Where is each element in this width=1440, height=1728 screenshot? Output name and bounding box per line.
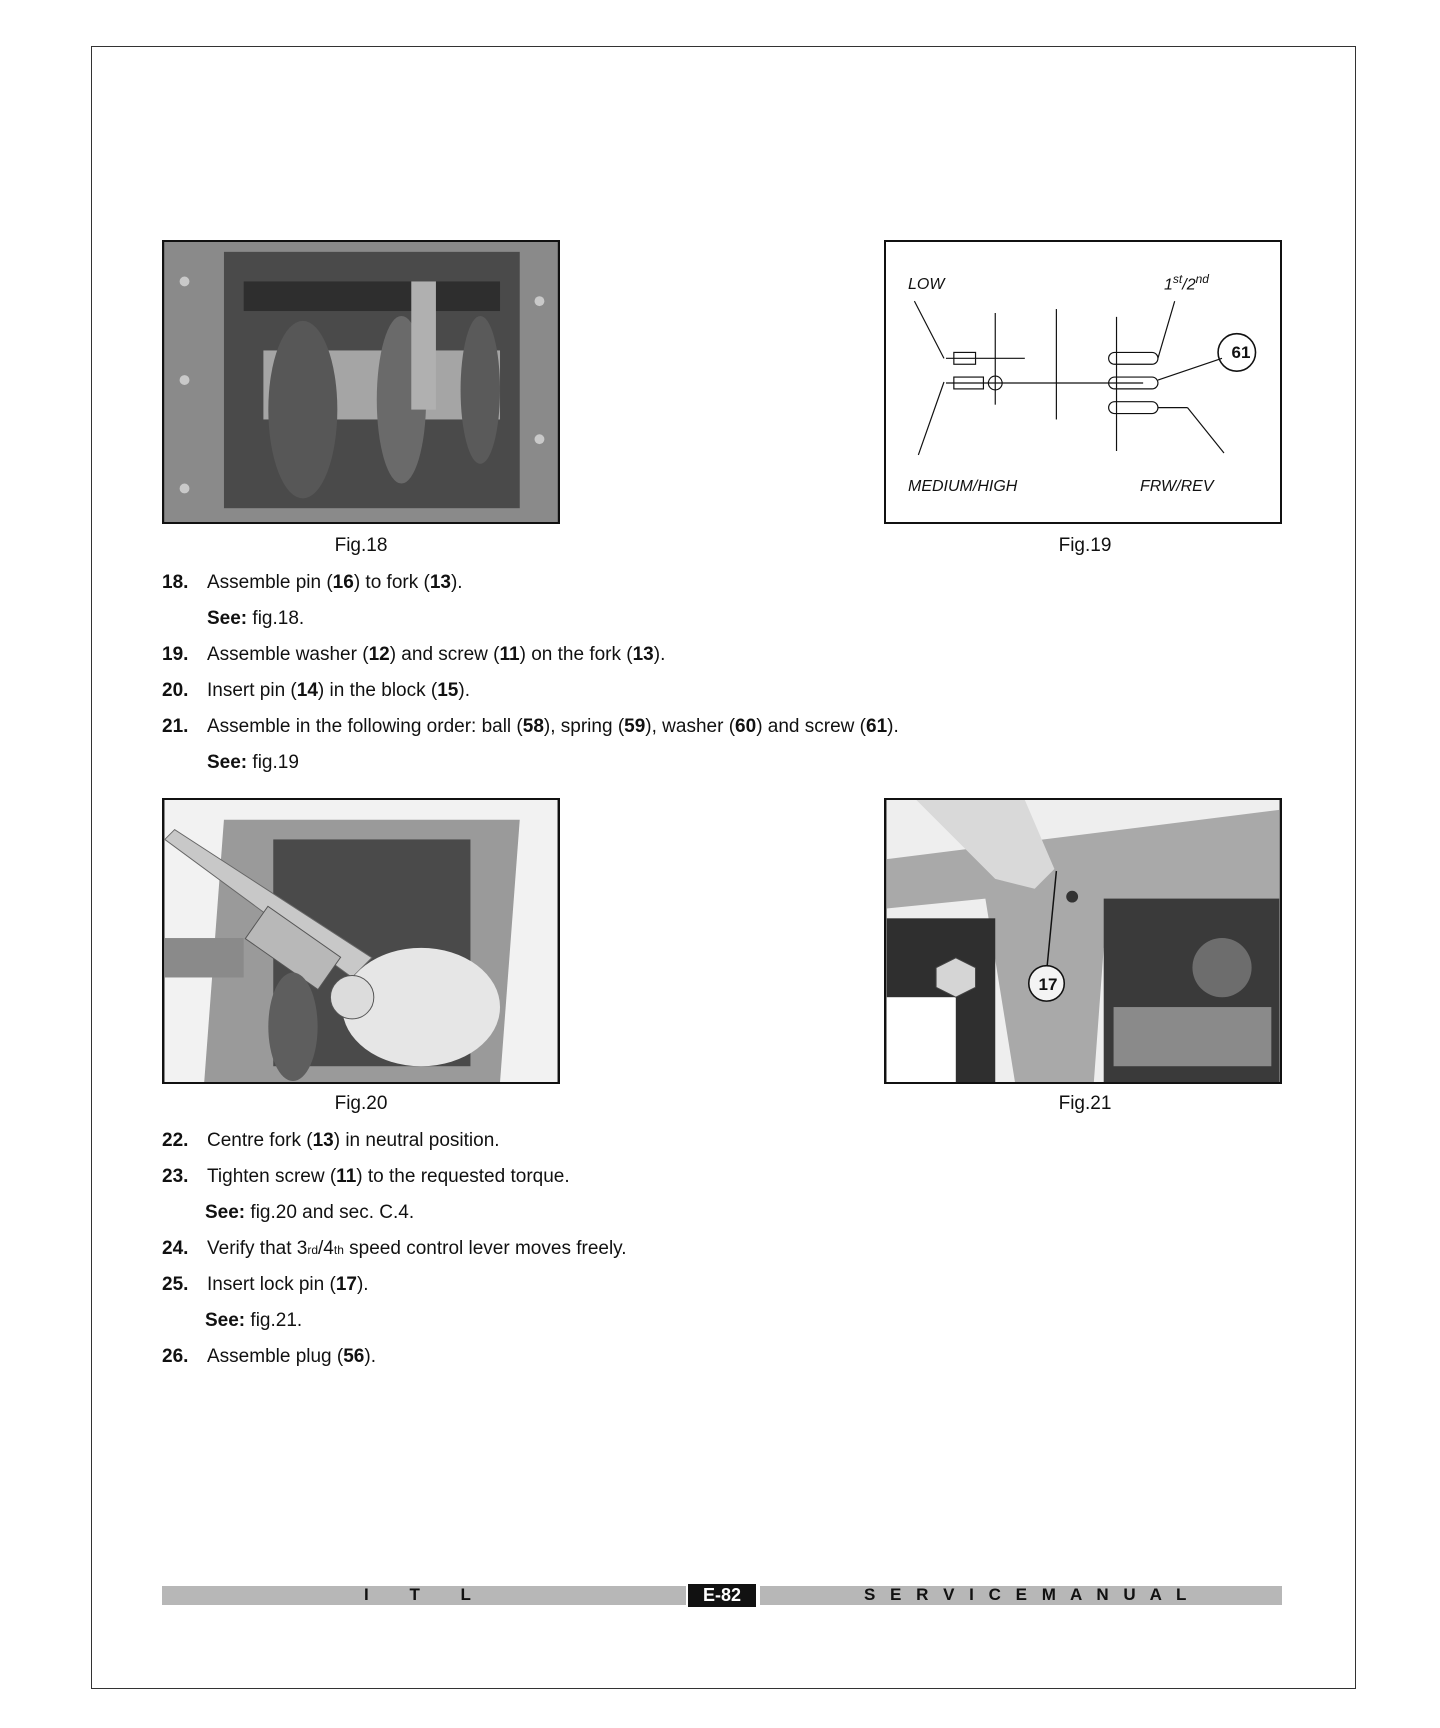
step-number: 19. (162, 644, 189, 665)
step-text: /4 (318, 1238, 334, 1259)
step-text: ). (450, 572, 463, 593)
part-ref: 61 (866, 716, 888, 737)
gearbox-photo-illustration (164, 242, 558, 522)
step-text: ). (653, 644, 666, 665)
step-text: ) in neutral position. (333, 1130, 500, 1151)
part-ref: 14 (296, 680, 318, 701)
step-text: Insert lock pin ( (207, 1274, 336, 1295)
page-number: E-82 (688, 1584, 756, 1607)
step-text: ). (887, 716, 899, 737)
lock-pin-photo-illustration (886, 800, 1280, 1082)
part-ref: 13 (429, 572, 451, 593)
fig20-photo (162, 798, 560, 1084)
step-21 (162, 716, 899, 738)
step-number: 20. (162, 680, 189, 701)
step-26 (162, 1346, 376, 1368)
step-text: speed control lever moves freely. (343, 1238, 627, 1259)
see-text: fig.20 and sec. C.4. (245, 1202, 415, 1223)
part-ref: 11 (336, 1166, 357, 1187)
step-number: 24. (162, 1238, 189, 1259)
see-fig21 (205, 1310, 302, 1332)
step-text: ). (458, 680, 470, 701)
label-second-sup: nd (1195, 272, 1209, 286)
see-text: fig.21. (245, 1310, 303, 1331)
see-label: See: (205, 1310, 246, 1331)
step-number: 18. (162, 572, 189, 593)
step-text: ) in the block ( (317, 680, 438, 701)
step-text: ) to the requested torque. (356, 1166, 570, 1187)
part-ref: 12 (368, 644, 390, 665)
torque-wrench-photo-illustration (164, 800, 558, 1082)
part-ref: 13 (312, 1130, 334, 1151)
step-text: ) and screw ( (389, 644, 500, 665)
see-fig19 (207, 752, 299, 774)
fig19-caption: Fig.19 (1058, 535, 1112, 556)
part-ref: 56 (343, 1346, 365, 1367)
step-25 (162, 1274, 369, 1296)
see-text: fig.19 (247, 752, 299, 773)
part-ref: 59 (624, 716, 646, 737)
fig21-caption: Fig.21 (1058, 1093, 1112, 1114)
step-24 (162, 1238, 627, 1260)
ordinal-suffix: rd (307, 1243, 319, 1257)
see-fig20 (205, 1202, 414, 1224)
step-number: 25. (162, 1274, 189, 1295)
footer-title: S E R V I C E M A N U A L (864, 1585, 1192, 1604)
part-ref: 17 (335, 1274, 357, 1295)
step-18 (162, 572, 463, 594)
step-text: ) on the fork ( (519, 644, 633, 665)
step-number: 23. (162, 1166, 189, 1187)
step-19 (162, 644, 665, 666)
step-23 (162, 1166, 570, 1188)
step-22 (162, 1130, 500, 1152)
fig19-diagram (884, 240, 1282, 524)
fig21-photo (884, 798, 1282, 1084)
part-ref: 16 (332, 572, 354, 593)
label-first-second (1164, 272, 1209, 294)
label-first-base: 1 (1164, 276, 1173, 294)
callout-17: 17 (1038, 975, 1058, 994)
step-text: ) and screw ( (756, 716, 866, 737)
see-text: fig.18. (247, 608, 305, 629)
fig18-photo (162, 240, 560, 524)
step-number: 22. (162, 1130, 189, 1151)
part-ref: 15 (437, 680, 459, 701)
step-text: ). (364, 1346, 376, 1367)
see-label: See: (207, 608, 248, 629)
step-text: ), spring ( (543, 716, 625, 737)
see-label: See: (205, 1202, 246, 1223)
fig20-caption: Fig.20 (334, 1093, 388, 1114)
part-ref: 58 (522, 716, 544, 737)
step-text: Centre fork ( (207, 1130, 313, 1151)
see-fig18 (207, 608, 304, 630)
step-text: Insert pin ( (207, 680, 297, 701)
label-first-sup: st (1172, 272, 1183, 286)
step-text: ) to fork ( (353, 572, 430, 593)
part-ref: 11 (499, 644, 520, 665)
callout-61: 61 (1231, 343, 1251, 362)
step-text: ). (356, 1274, 369, 1295)
label-second-base: /2 (1182, 276, 1196, 294)
footer-brand: I T L (364, 1585, 472, 1604)
label-frw-rev: FRW/REV (1140, 478, 1214, 495)
step-text: Tighten screw ( (207, 1166, 337, 1187)
step-text: Assemble washer ( (207, 644, 369, 665)
ordinal-suffix: th (333, 1243, 344, 1257)
step-text: Verify that 3 (207, 1238, 308, 1259)
label-medium-high: MEDIUM/HIGH (908, 478, 1018, 495)
step-text: ), washer ( (645, 716, 736, 737)
step-text: Assemble plug ( (207, 1346, 344, 1367)
step-number: 21. (162, 716, 189, 737)
step-number: 26. (162, 1346, 189, 1367)
step-20 (162, 680, 470, 702)
part-ref: 60 (735, 716, 757, 737)
see-label: See: (207, 752, 248, 773)
fig18-caption: Fig.18 (334, 535, 388, 556)
step-text: Assemble in the following order: ball ( (207, 716, 523, 737)
part-ref: 13 (632, 644, 654, 665)
step-text: Assemble pin ( (207, 572, 333, 593)
label-low: LOW (908, 276, 945, 293)
